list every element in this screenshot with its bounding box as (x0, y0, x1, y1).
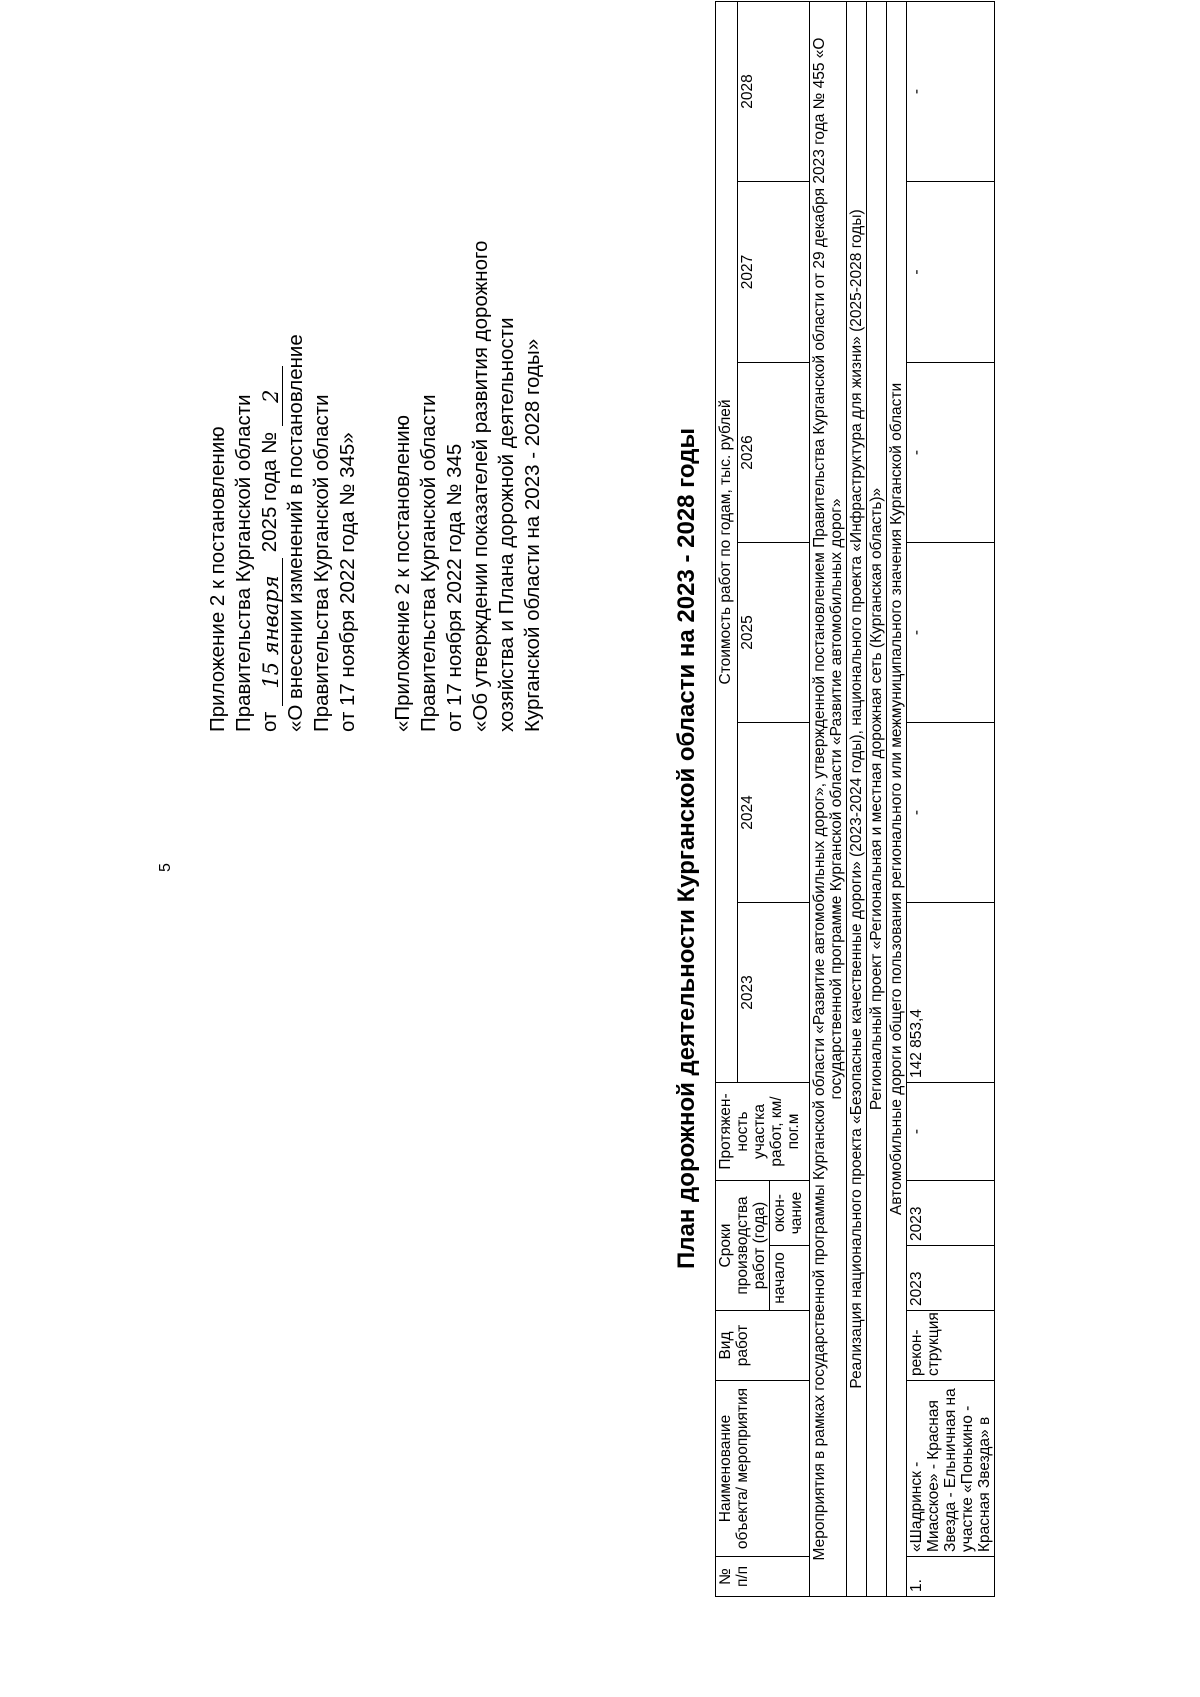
row-cost-2023: 142 853,4 (907, 903, 995, 1083)
row-num: 1. (907, 1557, 995, 1597)
appendix-original-line1: «Приложение 2 к постановлению (391, 414, 414, 732)
header-year-2026: 2026 (738, 363, 810, 543)
section-national-project: Реализация национального проекта «Безопасные качественные дороги» (2023-2024 годы), национального проекта «Инфраструктура для жизни» (2025-2028 годы) (847, 1, 867, 1596)
section-program: Мероприятия в рамках государственной программы Курганской области «Развитие автомобильных дорог», утвержденной постановлением Правительства Курганской области от 29 декабря 2023 года № 455 «О государственной программе Курганской области «Развитие автомобильных дорог» (810, 1, 847, 1596)
row-cost-2026: - (907, 363, 995, 543)
row-cost-2025: - (907, 543, 995, 723)
header-year-2023: 2023 (738, 903, 810, 1083)
document-title: План дорожной деятельности Курганской области на 2023 - 2028 годы (673, 428, 700, 1269)
section-roads-category: Автомобильные дороги общего пользования регионального или межмуниципального значения Курганской области (887, 1, 907, 1596)
header-work-type: Вид работ (716, 1311, 810, 1381)
appendix-current-line4: «О внесении изменений в постановление (284, 334, 307, 732)
appendix-current-line2: Правительства Курганской области (232, 394, 255, 732)
section-regional-project: Региональный проект «Региональная и местная дорожная сеть (Курганская область)» (867, 1, 887, 1596)
appendix-original-line2: Правительства Курганской области (417, 394, 440, 732)
header-year-2025: 2025 (738, 543, 810, 723)
appendix-current (205, 334, 361, 732)
row-name: «Шадринск - Миасское» - Красная Звезда - Ельничная на участке «Понькино - Красная Звезда» в (907, 1381, 995, 1557)
row-cost-2027: - (907, 182, 995, 363)
handwritten-date: 15 января (258, 558, 283, 706)
appendix-current-line1: Приложение 2 к постановлению (206, 426, 229, 732)
header-year-2027: 2027 (738, 182, 810, 363)
handwritten-number: 2 (258, 366, 283, 426)
header-year-2024: 2024 (738, 723, 810, 903)
header-terms: Сроки производства работ (года) (716, 1181, 770, 1311)
row-work-type: рекон-струкция (907, 1311, 995, 1381)
appendix-current-line6: от 17 ноября 2022 года № 345» (336, 432, 359, 732)
header-name: Наименование объекта/ мероприятия (716, 1381, 810, 1557)
table-row (907, 1, 995, 1596)
header-num: № п/п (716, 1557, 810, 1597)
appendix-original-line6: Курганской области на 2023 - 2028 годы» (521, 338, 544, 732)
appendix-original-line4: «Об утверждении показателей развития дорожного (469, 240, 492, 732)
row-end: 2023 (907, 1181, 995, 1246)
appendix-current-line5: Правительства Курганской области (310, 394, 333, 732)
appendix-current-line3 (257, 334, 283, 732)
appendix-original-line5: хозяйства и Плана дорожной деятельности (495, 317, 518, 732)
row-cost-2024: - (907, 723, 995, 903)
header-cost: Стоимость работ по годам, тыс. рублей (716, 1, 738, 1082)
header-start: начало (770, 1246, 810, 1311)
row-start: 2023 (907, 1246, 995, 1311)
appendix-original (390, 241, 546, 732)
row-cost-2028: - (907, 1, 995, 181)
page-number: 5 (157, 863, 174, 872)
road-plan-table (715, 1, 995, 1597)
date-year: 2025 года № (258, 431, 281, 553)
header-year-2028: 2028 (738, 1, 810, 181)
header-length: Протяжен-ность участка работ, км/ пог.м (716, 1083, 810, 1181)
date-prefix: от (258, 711, 281, 732)
header-end: окон-чание (770, 1181, 810, 1246)
appendix-original-line3: от 17 ноября 2022 года № 345 (443, 443, 466, 732)
row-length: - (907, 1083, 995, 1181)
